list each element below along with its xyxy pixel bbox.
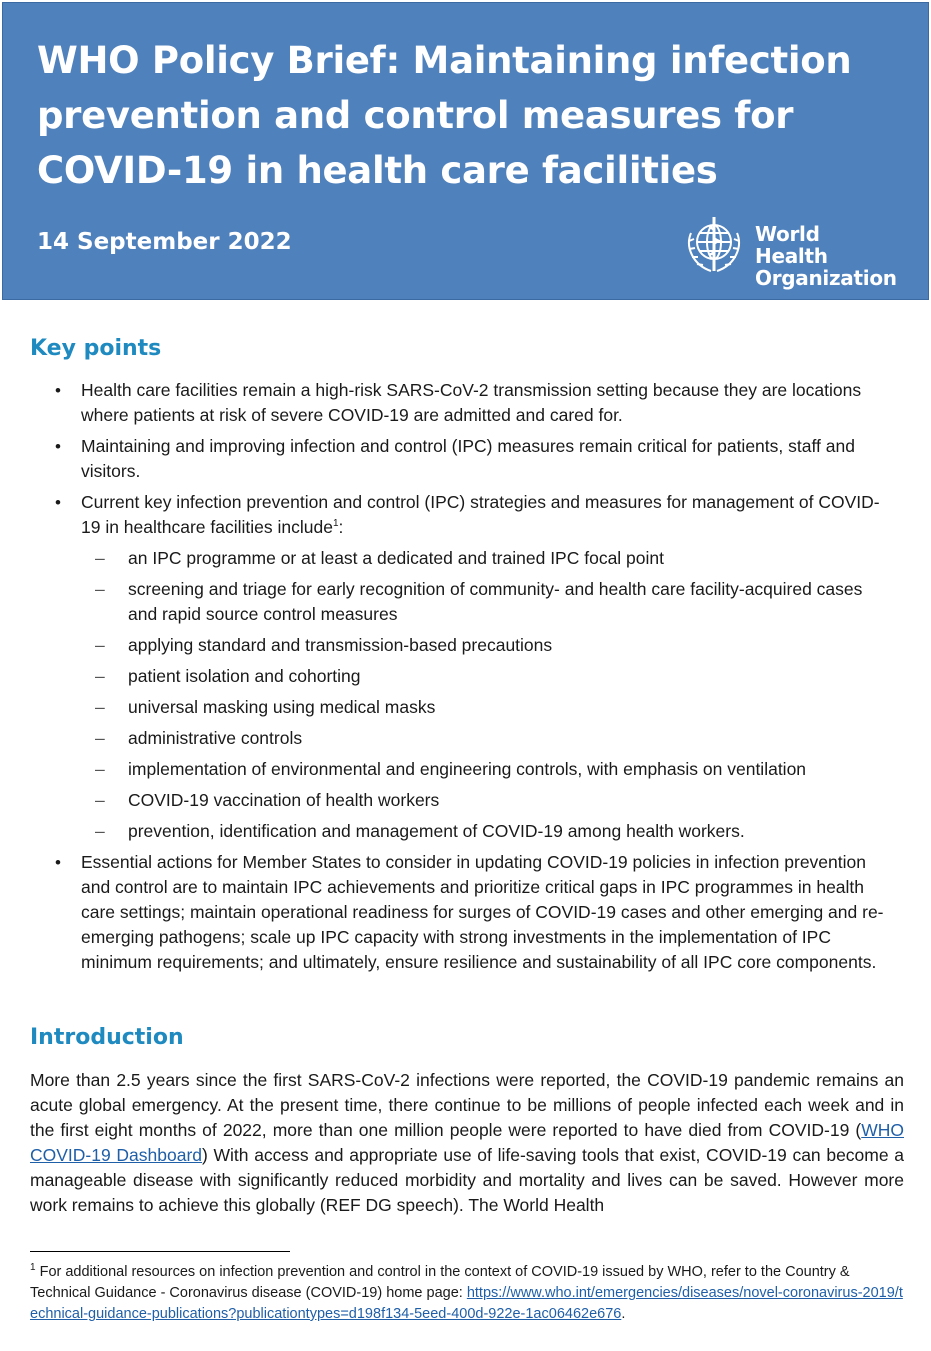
ipc-measure-text: COVID-19 vaccination of health workers: [128, 790, 440, 810]
dash-icon: –: [95, 635, 105, 655]
document-title: WHO Policy Brief: Maintaining infection prevention and control measures for COVID-19 in health care facilities: [37, 39, 852, 192]
ipc-measure-item: [81, 819, 891, 844]
ipc-measure-text: screening and triage for early recognition of community- and health care facility-acquired cases and rapid source control measures: [128, 579, 863, 624]
ipc-measure-text: universal masking using medical masks: [128, 697, 436, 717]
who-wordmark-line1: World Health: [755, 222, 828, 268]
ipc-measure-text: administrative controls: [128, 728, 303, 748]
ipc-measure-text: an IPC programme or at least a dedicated and trained IPC focal point: [128, 548, 664, 568]
key-point-item: [0, 378, 931, 428]
footnote-number: 1: [30, 1262, 36, 1274]
key-point-text: Current key infection prevention and control (IPC) strategies and measures for management of COVID-19 in healthcare facilities include: [81, 492, 880, 537]
introduction-heading: Introduction: [30, 1025, 184, 1050]
ipc-measure-item: [81, 726, 891, 751]
footnote-separator: [30, 1251, 290, 1252]
bullet-icon: •: [55, 853, 61, 872]
ipc-measure-text: prevention, identification and management of COVID-19 among health workers.: [128, 821, 745, 841]
footnote-reference[interactable]: 1: [332, 518, 339, 530]
dash-icon: –: [95, 728, 105, 748]
ipc-measure-text: applying standard and transmission-based precautions: [128, 635, 553, 655]
bullet-icon: •: [55, 493, 61, 512]
footnote-end: .: [621, 1306, 626, 1322]
bullet-icon: •: [55, 437, 61, 456]
ipc-measure-item: [81, 633, 891, 658]
key-point-text-suffix: :: [338, 517, 344, 537]
who-logo: [679, 211, 897, 290]
dash-icon: –: [95, 697, 105, 717]
key-points-list: [0, 378, 931, 981]
who-dashboard-link[interactable]: WHO COVID-19 Dashboard: [30, 1120, 904, 1165]
key-point-item: [0, 490, 931, 844]
title-banner: [2, 2, 929, 300]
key-points-heading: Key points: [30, 336, 162, 361]
publication-date: 14 September 2022: [37, 229, 292, 255]
ipc-measure-item: [81, 788, 891, 813]
technical-guidance-link[interactable]: https://www.who.int/emergencies/diseases/novel-coronavirus-2019/technical-guidance-publications?publicationtypes=d198f134-5eed-400d-922e-1ac06462e676: [30, 1285, 903, 1322]
dash-icon: –: [95, 548, 105, 568]
ipc-measures-list: [81, 546, 891, 844]
ipc-measure-item: [81, 695, 891, 720]
who-wordmark: [755, 223, 897, 289]
bullet-icon: •: [55, 381, 61, 400]
intro-text-start: More than 2.5 years since the first SARS-CoV-2 infections were reported, the COVID-19 pandemic remains an acute global emergency. At the present time, there continue to be millions of people infected each week and in the first eight months of 2022, more than one million people were reported to have died from COVID-19 (: [30, 1070, 904, 1140]
ipc-measure-text: implementation of environmental and engineering controls, with emphasis on ventilation: [128, 759, 807, 779]
ipc-measure-item: [81, 577, 891, 627]
who-wordmark-line2: Organization: [755, 266, 897, 290]
footnote-text: For additional resources on infection prevention and control in the context of COVID-19 issued by WHO, refer to the Country & Technical Guidance - Coronavirus disease (COVID-19) home page:: [30, 1264, 850, 1301]
key-point-item: [0, 434, 931, 484]
ipc-measure-item: [81, 757, 891, 782]
who-emblem-icon: [679, 211, 749, 281]
ipc-measure-text: patient isolation and cohorting: [128, 666, 361, 686]
dash-icon: –: [95, 759, 105, 779]
intro-text-end: ) With access and appropriate use of life-saving tools that exist, COVID-19 can become a manageable disease with significantly reduced morbidity and mortality and lives can be saved. However more work remains to achieve this globally (REF DG speech). The World Health: [30, 1145, 904, 1215]
key-point-text: Maintaining and improving infection and control (IPC) measures remain critical for patients, staff and visitors.: [81, 436, 855, 481]
key-point-item: [0, 850, 931, 975]
dash-icon: –: [95, 790, 105, 810]
dash-icon: –: [95, 666, 105, 686]
ipc-measure-item: [81, 546, 891, 571]
ipc-measure-item: [81, 664, 891, 689]
key-point-text: Essential actions for Member States to consider in updating COVID-19 policies in infection prevention and control are to maintain IPC achievements and prioritize critical gaps in IPC programmes in health care settings; maintain operational readiness for surges of COVID-19 cases and other emerging and re-emerging pathogens; scale up IPC capacity with strong investments in the implementation of IPC minimum requirements; and ultimately, ensure resilience and sustainability of all IPC core components.: [81, 852, 884, 972]
footnote: [30, 1262, 904, 1325]
key-point-text: Health care facilities remain a high-risk SARS-CoV-2 transmission setting because they are locations where patients at risk of severe COVID-19 are admitted and cared for.: [81, 380, 862, 425]
dash-icon: –: [95, 579, 105, 599]
introduction-paragraph: [30, 1068, 904, 1218]
dash-icon: –: [95, 821, 105, 841]
